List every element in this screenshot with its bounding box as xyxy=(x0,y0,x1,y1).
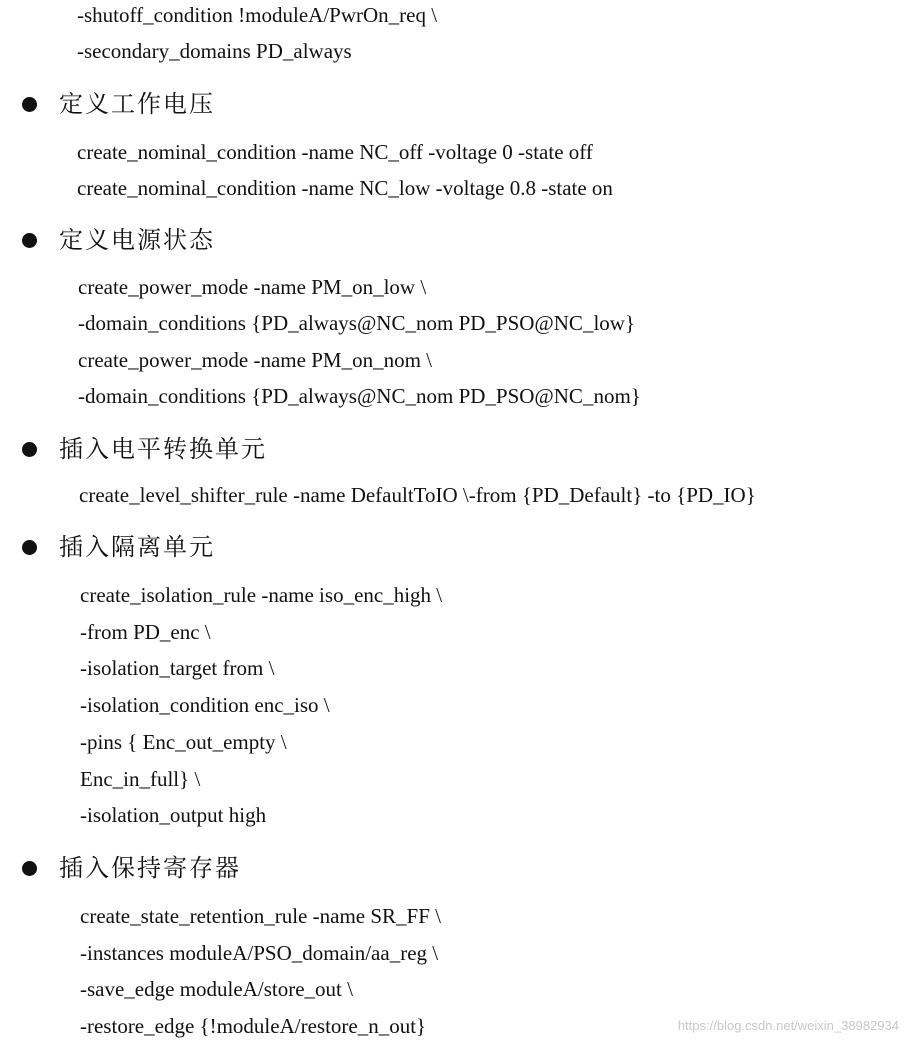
bullet-icon xyxy=(22,861,37,876)
section-heading xyxy=(22,224,215,256)
code-line: create_level_shifter_rule -name DefaultToIO \-from {PD_Default} -to {PD_IO} xyxy=(79,483,756,507)
section-heading-text: 插入隔离单元 xyxy=(59,533,215,561)
bullet-icon xyxy=(22,97,37,112)
code-line: -isolation_target from \ xyxy=(80,656,275,680)
code-line: -domain_conditions {PD_always@NC_nom PD_PSO@NC_low} xyxy=(78,311,636,335)
bullet-icon xyxy=(22,442,37,457)
code-line: -restore_edge {!moduleA/restore_n_out} xyxy=(80,1014,427,1038)
section-heading-text: 定义电源状态 xyxy=(59,226,215,254)
code-line: -secondary_domains PD_always xyxy=(77,39,352,63)
section-heading-text: 定义工作电压 xyxy=(59,90,215,118)
code-line: create_state_retention_rule -name SR_FF \ xyxy=(80,904,441,928)
code-line: -pins { Enc_out_empty \ xyxy=(80,730,287,754)
section-heading xyxy=(22,433,267,465)
bullet-icon xyxy=(22,233,37,248)
code-line: -isolation_output high xyxy=(80,803,267,827)
section-heading xyxy=(22,852,241,884)
code-line: -from PD_enc \ xyxy=(80,620,211,644)
bullet-icon xyxy=(22,540,37,555)
code-line: create_isolation_rule -name iso_enc_high \ xyxy=(80,583,443,607)
code-line: Enc_in_full} \ xyxy=(80,767,201,791)
code-line: create_power_mode -name PM_on_low \ xyxy=(78,275,427,299)
code-line: -instances moduleA/PSO_domain/aa_reg \ xyxy=(80,941,439,965)
watermark: https://blog.csdn.net/weixin_38982934 xyxy=(677,1018,899,1033)
section-heading-text: 插入电平转换单元 xyxy=(59,435,267,463)
section-heading xyxy=(22,531,215,563)
code-line: create_nominal_condition -name NC_low -voltage 0.8 -state on xyxy=(77,176,613,200)
section-heading-text: 插入保持寄存器 xyxy=(59,854,241,882)
code-line: -isolation_condition enc_iso \ xyxy=(80,693,330,717)
code-line: -shutoff_condition !moduleA/PwrOn_req \ xyxy=(77,3,438,27)
section-heading xyxy=(22,88,215,120)
code-line: create_nominal_condition -name NC_off -voltage 0 -state off xyxy=(77,140,593,164)
code-line: -domain_conditions {PD_always@NC_nom PD_PSO@NC_nom} xyxy=(78,384,641,408)
code-line: create_power_mode -name PM_on_nom \ xyxy=(78,348,432,372)
code-line: -save_edge moduleA/store_out \ xyxy=(80,977,353,1001)
